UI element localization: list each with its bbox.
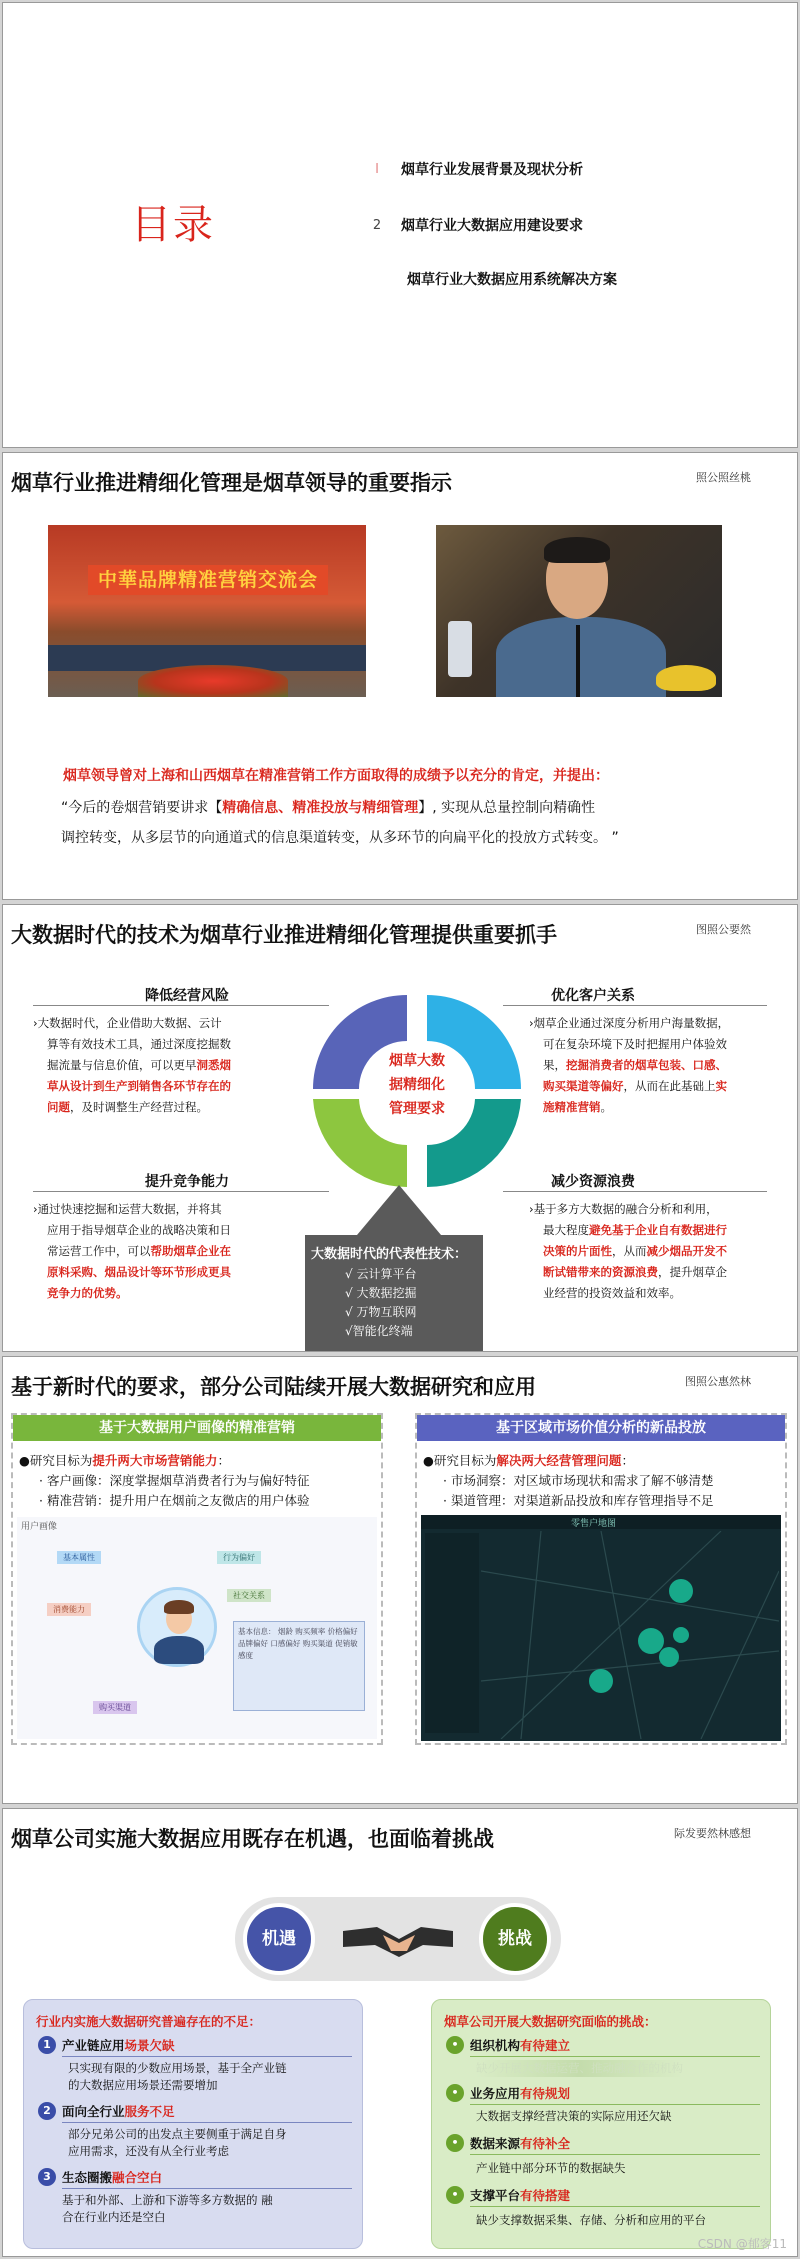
challenge-circle: 挑战 [479,1903,551,1975]
item-number: 1 [38,2036,56,2054]
item-title-highlight: 有待规划 [520,2086,571,2101]
text-line: 业经营的投资效益和效率。 [543,1286,681,1300]
center-line: 管理要求 [389,1101,445,1117]
item-desc: 大数据支撑经营决策的实际应用还欠缺 [476,2109,672,2123]
divider [470,2206,760,2207]
divider [62,2188,352,2189]
box-head: 行业内实施大数据研究普遍存在的不足： [36,2014,262,2029]
lead-text: 烟草领导曾对上海和山西烟草在精准营销工作方面取得的成绩予以充分的肯定，并提出： [63,768,609,784]
text-line: ，提升烟草企 [658,1265,727,1279]
quote-line-2: 调控转变，从多层节的向通道式的信息渠道转变，从多环节的向扁平化的投放方式转变。 ” [61,830,619,846]
item-title-highlight: 有待搭建 [520,2188,571,2203]
slide-applications [2,1356,798,1804]
goal-highlight: 提升两大市场营销能力 [92,1453,218,1468]
slide-title: 基于新时代的要求，部分公司陆续开展大数据研究和应用 [11,1375,536,1399]
item-title-highlight: 服务不足 [124,2104,175,2119]
profile-tag: 社交关系 [227,1589,271,1602]
corner-note: 图照公惠然林 [685,1375,751,1388]
profile-tag: 消费能力 [47,1603,91,1616]
toc-num-1: Ⅰ [375,161,379,177]
goal-highlight: 解决两大经营管理问题 [496,1453,622,1468]
quote-highlight: 精确信息、精准投放与精细管理 [222,800,419,816]
text-highlight: 帮助烟草企业在 [150,1244,231,1258]
corner-note: 际发要然林感想 [674,1827,751,1840]
corner-note: 图照公要然 [696,923,751,936]
toc-text-1: 烟草行业发展背景及现状分析 [401,162,583,178]
panel-bullet: · 客户画像：深度掌握烟草消费者行为与偏好特征 [39,1473,310,1488]
divider [33,1191,329,1192]
panel-bullet: · 市场洞察：对区域市场现状和需求了解不够清楚 [443,1473,714,1488]
text-line: ›基于多方大数据的融合分析和利用， [529,1202,718,1216]
profile-info-card: 基本信息： 烟龄 购买频率 价格偏好 品牌偏好 口感偏好 购买渠道 促销敏感度 [233,1621,365,1711]
desc-line: 合在行业内还是空白 [62,2210,166,2224]
toc-item-1[interactable] [363,159,583,179]
map-road-network [481,1531,779,1739]
item-desc [68,2060,287,2094]
item-title [470,2036,570,2054]
deficiency-box [23,1999,363,2249]
center-line: 据精细化 [389,1077,445,1093]
text-highlight: 购买渠道等偏好 [543,1079,624,1093]
speaker-photo [436,525,722,697]
center-line: 烟草大数 [389,1053,445,1069]
item-marker: • [446,2036,464,2054]
text-highlight: 草从设计到生产到销售各环节存在的 [47,1079,231,1093]
map-marker[interactable] [638,1628,664,1654]
desc-line: 只实现有限的少数应用场景，基于全产业链 [68,2061,287,2075]
slide-title: 烟草行业推进精细化管理是烟草领导的重要指示 [11,471,452,495]
text-line: ›烟草企业通过深度分析用户海量数据， [529,1016,730,1030]
watermark: CSDN @郁客11 [697,2237,787,2251]
section-head-customer: 优化客户关系 [551,988,635,1004]
item-number: 3 [38,2168,56,2186]
figure-label: 用户画像 [21,1522,58,1532]
tech-list [345,1265,416,1341]
fruit-shape [656,665,716,691]
text-highlight: 原料采购、烟品设计等环节形成更具 [47,1265,231,1279]
corner-note: 照公照丝桃 [696,471,751,484]
text-line: ，及时调整生产经营过程。 [70,1100,208,1114]
desc-line: 应用需求，还没有从全行业考虑 [68,2144,229,2158]
item-marker: • [446,2186,464,2204]
conference-photo [48,525,366,697]
section-body-risk [33,1013,293,1118]
slide-title: 烟草公司实施大数据应用既存在机遇，也面临着挑战 [11,1827,494,1851]
text-highlight: 挖掘消费者的烟草包装、口感、 [566,1058,727,1072]
user-profile-figure [17,1517,377,1739]
toc-title: 目录 [131,202,215,248]
goal-end: ： [621,1453,634,1468]
slide-toc [2,2,798,448]
divider [503,1005,767,1006]
item-title [62,2168,162,2186]
quote-part: 】, 实现从总量控制向精确性 [418,800,596,816]
slide-title: 大数据时代的技术为烟草行业推进精细化管理提供重要抓手 [11,923,557,947]
tech-box-title: 大数据时代的代表性技术： [311,1247,468,1262]
slide-technology [2,904,798,1352]
goal-end: ： [217,1453,230,1468]
text-line: 果， [543,1058,566,1072]
item-desc: 缺少支撑数据采集、存储、分析和应用的平台 [476,2213,706,2227]
item-number: 2 [38,2102,56,2120]
avatar-hair [164,1600,194,1614]
toc-item-3[interactable] [369,269,617,289]
goal-label: ●研究目标为 [423,1453,497,1468]
text-line: 常运营工作中，可以 [47,1244,151,1258]
challenge-box [431,1999,771,2249]
panel-goal [19,1451,230,1469]
item-title-highlight: 场景欠缺 [124,2038,175,2053]
slide-leadership [2,452,798,900]
panel-market-analysis [415,1413,787,1745]
avatar [137,1587,217,1667]
quote-line-1 [61,797,595,817]
panel-bullet: · 渠道管理：对渠道新品投放和库存管理指导不足 [443,1493,714,1508]
profile-tag: 购买渠道 [93,1701,137,1714]
item-marker: • [446,2084,464,2102]
panel-head: 基于区域市场价值分析的新品投放 [417,1415,785,1441]
text-highlight: 避免基于企业自有数据进行 [589,1223,727,1237]
panel-head: 基于大数据用户画像的精准营销 [13,1415,381,1441]
toc-num-2: 2 [372,217,382,233]
desc-line: 部分兄弟公司的出发点主要侧重于满足自身 [68,2127,287,2141]
box-head: 烟草公司开展大数据研究面临的挑战： [444,2014,657,2029]
section-body-customer [529,1013,791,1118]
map-marker[interactable] [659,1647,679,1667]
toc-text-2: 烟草行业大数据应用建设要求 [401,218,583,234]
person-body [496,617,666,697]
tech-item: √智能化终端 [345,1324,413,1338]
text-line: 算等有效技术工具，通过深度挖掘数 [47,1037,231,1051]
slide-opportunity-challenge [2,1808,798,2257]
section-head-risk: 降低经营风险 [145,988,229,1004]
text-line: ›通过快速挖掘和运营大数据，并将其 [33,1202,222,1216]
map-marker[interactable] [673,1627,689,1643]
map-sidebar [425,1533,479,1733]
retail-map [421,1515,781,1741]
divider [503,1191,767,1192]
profile-tag: 基本属性 [57,1551,101,1564]
section-body-competition [33,1199,295,1304]
item-title-part: 支撑平台 [470,2188,521,2203]
text-line: ，从而在此基础上 [623,1079,716,1093]
text-highlight: 洞悉烟 [196,1058,231,1072]
divider [470,2154,760,2155]
item-title-highlight: 有待建立 [520,2038,571,2053]
text-line: 应用于指导烟草企业的战略决策和日 [47,1223,231,1237]
divider [470,2056,760,2057]
section-body-waste [529,1199,791,1304]
panel-user-profile [11,1413,383,1745]
panel-bullet: · 精准营销：提升用户在烟前之友微店的用户体验 [39,1493,310,1508]
item-title [62,2036,175,2054]
flower-arrangement [138,665,288,697]
text-highlight: 决策的片面性 [543,1244,612,1258]
divider [62,2122,352,2123]
tech-item: √ 大数据挖掘 [345,1286,417,1300]
item-title [470,2134,570,2152]
item-title-highlight: 融合空白 [112,2170,163,2185]
map-marker[interactable] [669,1579,693,1603]
map-title: 零售户地图 [571,1519,617,1529]
item-title-part: 数据来源 [470,2136,521,2151]
bottle-shape [448,621,472,677]
section-head-competition: 提升竞争能力 [145,1174,229,1190]
profile-tag: 行为偏好 [217,1551,261,1564]
item-title-part: 面向全行业 [62,2104,125,2119]
conference-banner: 中華品牌精准营销交流会 [88,565,328,595]
item-title [62,2102,175,2120]
avatar-body [154,1636,204,1664]
text-highlight: 断试错带来的资源浪费 [543,1265,658,1279]
toc-item-2[interactable] [363,215,583,235]
map-marker[interactable] [589,1669,613,1693]
item-desc [68,2126,287,2160]
divider [33,1005,329,1006]
item-desc: 产业链中部分环节的数据缺失 [476,2161,626,2175]
item-title-part: 业务应用 [470,2086,521,2101]
item-title [470,2186,570,2204]
microphone-icon [576,625,580,697]
tech-item: √ 万物互联网 [345,1305,417,1319]
panel-goal [423,1451,634,1469]
item-desc: 缺少开展大数据运营、推动融合作的机构 [476,2061,683,2075]
item-desc [62,2192,273,2226]
item-title [470,2084,570,2102]
divider [470,2104,760,2105]
opportunity-circle: 机遇 [243,1903,315,1975]
item-title-part: 组织机构 [470,2038,521,2053]
text-line: 掘流量与信息价值，可以更早 [47,1058,197,1072]
text-highlight: 竞争力的优势。 [47,1286,128,1300]
item-title-part: 产业链应用 [62,2038,125,2053]
center-label [353,1049,481,1121]
goal-label: ●研究目标为 [19,1453,93,1468]
desc-line: 的大数据应用场景还需要增加 [68,2078,218,2092]
tech-item: √ 云计算平台 [345,1267,417,1281]
section-head-waste: 减少资源浪费 [551,1174,635,1190]
item-title-part: 生态圈搬 [62,2170,113,2185]
person-hair [544,537,610,563]
text-line: 可在复杂环境下及时把握用户体验效 [543,1037,727,1051]
divider [62,2056,352,2057]
text-line: ，从而 [612,1244,647,1258]
handshake-icon [343,1917,453,1961]
text-line: ›大数据时代，企业借助大数据、云计 [33,1016,222,1030]
desc-line: 基于和外部、上游和下游等多方数据的 融 [62,2193,273,2207]
text-highlight: 问题 [47,1100,70,1114]
text-highlight: 实 [715,1079,727,1093]
text-line: 。 [600,1100,612,1114]
text-highlight: 减少烟品开发不 [646,1244,727,1258]
up-arrow-icon [357,1185,441,1235]
toc-text-3: 烟草行业大数据应用系统解决方案 [407,272,617,288]
tech-box [305,1235,483,1351]
quote-part: “今后的卷烟营销要讲求【 [61,800,223,816]
item-title-highlight: 有待补全 [520,2136,571,2151]
item-marker: • [446,2134,464,2152]
text-line: 最大程度 [543,1223,589,1237]
text-highlight: 施精准营销 [543,1100,601,1114]
